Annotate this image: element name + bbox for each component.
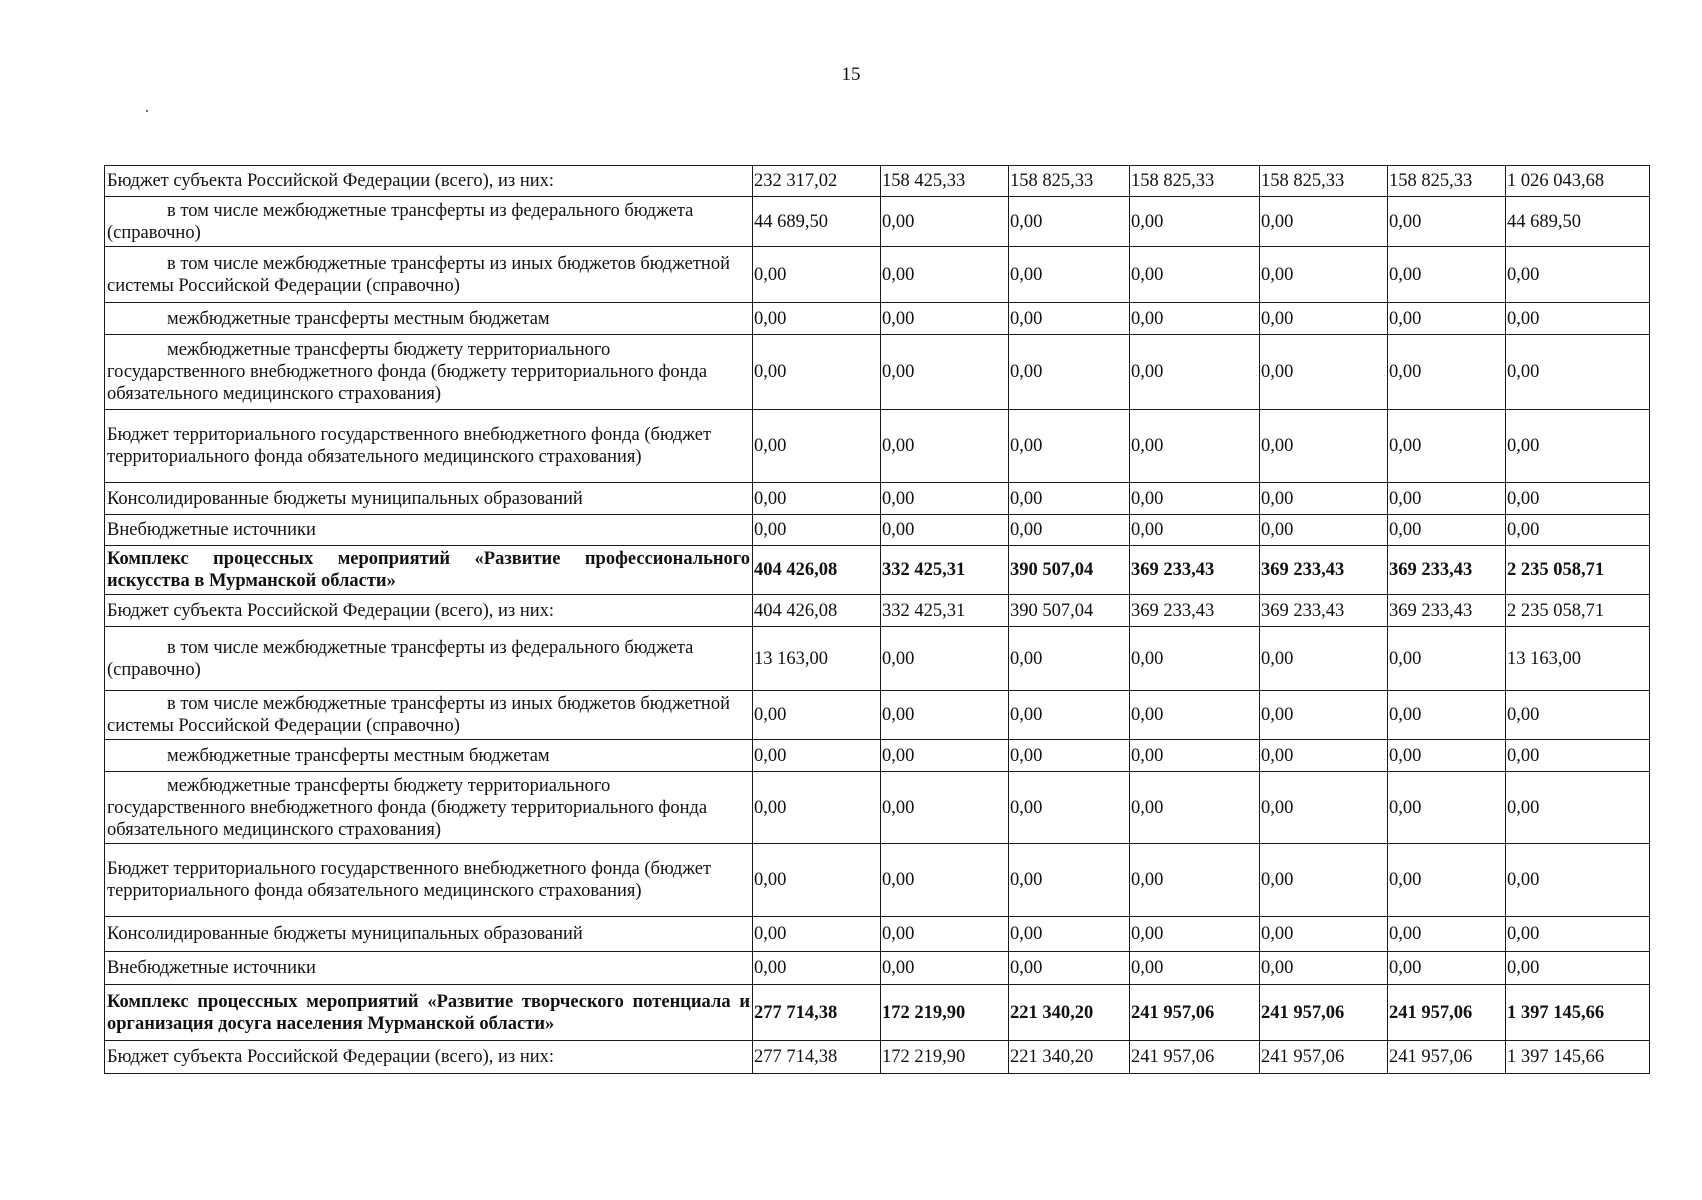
value-cell: 0,00 xyxy=(1009,844,1130,917)
value-cell: 172 219,90 xyxy=(881,985,1009,1041)
value-cell: 0,00 xyxy=(881,335,1009,410)
value-cell: 221 340,20 xyxy=(1009,1041,1130,1074)
value-cell: 158 825,33 xyxy=(1260,166,1388,197)
table-row xyxy=(105,335,1650,410)
value-cell: 0,00 xyxy=(1130,335,1260,410)
value-cell: 0,00 xyxy=(1009,917,1130,952)
row-label-cell xyxy=(105,952,753,985)
value-cell: 0,00 xyxy=(881,772,1009,844)
row-label: Внебюджетные источники xyxy=(107,520,316,540)
value-cell: 369 233,43 xyxy=(1130,546,1260,595)
value-cell: 0,00 xyxy=(1506,410,1650,483)
value-cell: 0,00 xyxy=(1260,247,1388,303)
value-cell: 0,00 xyxy=(1260,303,1388,335)
value-cell: 0,00 xyxy=(1130,952,1260,985)
value-cell: 369 233,43 xyxy=(1260,546,1388,595)
table-row xyxy=(105,772,1650,844)
value-cell: 0,00 xyxy=(1388,515,1506,546)
value-cell: 0,00 xyxy=(1506,247,1650,303)
value-cell: 0,00 xyxy=(1260,515,1388,546)
value-cell: 0,00 xyxy=(1130,772,1260,844)
value-cell: 0,00 xyxy=(1260,197,1388,247)
table-section-row xyxy=(105,985,1650,1041)
value-cell: 0,00 xyxy=(1260,691,1388,740)
row-label: Комплекс процессных мероприятий «Развитие профессионального искусства в Мурманской области» xyxy=(107,549,750,591)
table-row xyxy=(105,844,1650,917)
value-cell: 0,00 xyxy=(881,483,1009,515)
value-cell: 0,00 xyxy=(1009,772,1130,844)
value-cell: 0,00 xyxy=(1009,410,1130,483)
value-cell: 369 233,43 xyxy=(1388,546,1506,595)
value-cell: 0,00 xyxy=(1130,740,1260,772)
budget-table-body xyxy=(105,166,1650,1074)
table-row xyxy=(105,740,1650,772)
value-cell: 1 397 145,66 xyxy=(1506,1041,1650,1074)
value-cell: 0,00 xyxy=(1130,844,1260,917)
row-label-cell xyxy=(105,627,753,691)
value-cell: 0,00 xyxy=(753,247,881,303)
table-row xyxy=(105,691,1650,740)
value-cell: 13 163,00 xyxy=(753,627,881,691)
row-label: межбюджетные трансферты местным бюджетам xyxy=(167,308,550,329)
value-cell: 241 957,06 xyxy=(1388,985,1506,1041)
value-cell: 0,00 xyxy=(1260,952,1388,985)
page-number: 15 xyxy=(841,64,861,85)
value-cell: 241 957,06 xyxy=(1388,1041,1506,1074)
row-label-cell xyxy=(105,483,753,515)
table-row xyxy=(105,247,1650,303)
row-label-cell xyxy=(105,917,753,952)
table-row xyxy=(105,917,1650,952)
value-cell: 0,00 xyxy=(1506,844,1650,917)
value-cell: 0,00 xyxy=(1506,772,1650,844)
row-label: в том числе межбюджетные трансферты из федерального бюджета (справочно) xyxy=(107,200,694,243)
row-label-cell xyxy=(105,515,753,546)
value-cell: 0,00 xyxy=(1506,483,1650,515)
value-cell: 0,00 xyxy=(1388,772,1506,844)
row-label: в том числе межбюджетные трансферты из иных бюджетов бюджетной системы Российской Федерации (справочно) xyxy=(107,253,730,296)
value-cell: 332 425,31 xyxy=(881,595,1009,627)
value-cell: 0,00 xyxy=(1388,410,1506,483)
table-row xyxy=(105,410,1650,483)
value-cell: 390 507,04 xyxy=(1009,595,1130,627)
value-cell: 0,00 xyxy=(1388,303,1506,335)
value-cell: 241 957,06 xyxy=(1260,985,1388,1041)
table-row xyxy=(105,197,1650,247)
value-cell: 0,00 xyxy=(1388,952,1506,985)
value-cell: 390 507,04 xyxy=(1009,546,1130,595)
row-label-cell xyxy=(105,247,753,303)
value-cell: 2 235 058,71 xyxy=(1506,546,1650,595)
row-label-cell xyxy=(105,772,753,844)
value-cell: 0,00 xyxy=(753,303,881,335)
value-cell: 0,00 xyxy=(1260,844,1388,917)
value-cell: 0,00 xyxy=(881,740,1009,772)
value-cell: 0,00 xyxy=(753,772,881,844)
row-label: межбюджетные трансферты бюджету территориального государственного внебюджетного фонда (бюджету территориального фонда обязательного медицинского страхования) xyxy=(107,775,708,840)
table-row xyxy=(105,303,1650,335)
row-label: Бюджет субъекта Российской Федерации (всего), из них: xyxy=(107,600,555,621)
value-cell: 13 163,00 xyxy=(1506,627,1650,691)
row-label: межбюджетные трансферты бюджету территориального государственного внебюджетного фонда (бюджету территориального фонда обязательного медицинского страхования) xyxy=(107,340,708,404)
value-cell: 0,00 xyxy=(1260,335,1388,410)
value-cell: 0,00 xyxy=(1130,247,1260,303)
value-cell: 0,00 xyxy=(1009,740,1130,772)
value-cell: 0,00 xyxy=(1506,952,1650,985)
table-row xyxy=(105,515,1650,546)
value-cell: 0,00 xyxy=(1260,627,1388,691)
value-cell: 0,00 xyxy=(1388,691,1506,740)
value-cell: 0,00 xyxy=(881,952,1009,985)
table-row xyxy=(105,483,1650,515)
row-label-cell xyxy=(105,546,753,595)
value-cell: 44 689,50 xyxy=(753,197,881,247)
value-cell: 0,00 xyxy=(753,335,881,410)
row-label: Бюджет территориального государственного внебюджетного фонда (бюджет территориального фонда обязательного медицинского страхования) xyxy=(107,425,712,467)
value-cell: 0,00 xyxy=(1388,917,1506,952)
value-cell: 0,00 xyxy=(1130,197,1260,247)
value-cell: 277 714,38 xyxy=(753,1041,881,1074)
value-cell: 0,00 xyxy=(1009,303,1130,335)
value-cell: 0,00 xyxy=(1009,247,1130,303)
value-cell: 0,00 xyxy=(881,247,1009,303)
row-label: Комплекс процессных мероприятий «Развитие творческого потенциала и организация досуга населения Мурманской области» xyxy=(107,991,750,1034)
value-cell: 0,00 xyxy=(1388,197,1506,247)
value-cell: 0,00 xyxy=(881,691,1009,740)
value-cell: 0,00 xyxy=(1009,627,1130,691)
value-cell: 44 689,50 xyxy=(1506,197,1650,247)
table-row xyxy=(105,595,1650,627)
row-label: в том числе межбюджетные трансферты из иных бюджетов бюджетной системы Российской Федерации (справочно) xyxy=(107,694,730,736)
value-cell: 0,00 xyxy=(1388,335,1506,410)
value-cell: 0,00 xyxy=(881,515,1009,546)
table-row xyxy=(105,166,1650,197)
value-cell: 232 317,02 xyxy=(753,166,881,197)
value-cell: 0,00 xyxy=(1506,303,1650,335)
scan-speck xyxy=(146,110,148,112)
value-cell: 0,00 xyxy=(1130,410,1260,483)
value-cell: 0,00 xyxy=(1388,844,1506,917)
value-cell: 158 825,33 xyxy=(1009,166,1130,197)
value-cell: 0,00 xyxy=(753,917,881,952)
value-cell: 0,00 xyxy=(1130,303,1260,335)
value-cell: 0,00 xyxy=(1009,197,1130,247)
value-cell: 369 233,43 xyxy=(1260,595,1388,627)
value-cell: 0,00 xyxy=(753,691,881,740)
value-cell: 0,00 xyxy=(1506,740,1650,772)
row-label-cell xyxy=(105,740,753,772)
row-label: межбюджетные трансферты местным бюджетам xyxy=(167,745,550,766)
table-row xyxy=(105,627,1650,691)
value-cell: 0,00 xyxy=(1506,691,1650,740)
value-cell: 241 957,06 xyxy=(1130,985,1260,1041)
value-cell: 0,00 xyxy=(1009,691,1130,740)
row-label-cell xyxy=(105,166,753,197)
row-label: Бюджет территориального государственного внебюджетного фонда (бюджет территориального фонда обязательного медицинского страхования) xyxy=(107,859,712,901)
value-cell: 0,00 xyxy=(753,410,881,483)
value-cell: 241 957,06 xyxy=(1130,1041,1260,1074)
value-cell: 158 425,33 xyxy=(881,166,1009,197)
row-label-cell xyxy=(105,303,753,335)
row-label: Бюджет субъекта Российской Федерации (всего), из них: xyxy=(107,171,555,191)
value-cell: 0,00 xyxy=(753,952,881,985)
value-cell: 0,00 xyxy=(1260,410,1388,483)
value-cell: 0,00 xyxy=(1388,740,1506,772)
value-cell: 0,00 xyxy=(881,844,1009,917)
value-cell: 332 425,31 xyxy=(881,546,1009,595)
value-cell: 0,00 xyxy=(753,483,881,515)
row-label-cell xyxy=(105,844,753,917)
value-cell: 158 825,33 xyxy=(1130,166,1260,197)
value-cell: 0,00 xyxy=(1260,740,1388,772)
row-label: Консолидированные бюджеты муниципальных образований xyxy=(107,924,583,944)
row-label-cell xyxy=(105,1041,753,1074)
row-label: в том числе межбюджетные трансферты из федерального бюджета (справочно) xyxy=(107,637,694,680)
value-cell: 0,00 xyxy=(1130,917,1260,952)
value-cell: 404 426,08 xyxy=(753,546,881,595)
value-cell: 0,00 xyxy=(881,197,1009,247)
value-cell: 0,00 xyxy=(1260,772,1388,844)
value-cell: 0,00 xyxy=(1009,483,1130,515)
value-cell: 0,00 xyxy=(1388,483,1506,515)
table-row xyxy=(105,1041,1650,1074)
value-cell: 0,00 xyxy=(1260,483,1388,515)
row-label: Консолидированные бюджеты муниципальных образований xyxy=(107,488,583,509)
value-cell: 0,00 xyxy=(1506,335,1650,410)
value-cell: 0,00 xyxy=(1130,691,1260,740)
value-cell: 241 957,06 xyxy=(1260,1041,1388,1074)
table-section-row xyxy=(105,546,1650,595)
value-cell: 0,00 xyxy=(881,410,1009,483)
value-cell: 0,00 xyxy=(1130,627,1260,691)
value-cell: 277 714,38 xyxy=(753,985,881,1041)
value-cell: 1 026 043,68 xyxy=(1506,166,1650,197)
value-cell: 0,00 xyxy=(753,740,881,772)
value-cell: 1 397 145,66 xyxy=(1506,985,1650,1041)
value-cell: 404 426,08 xyxy=(753,595,881,627)
row-label-cell xyxy=(105,691,753,740)
value-cell: 0,00 xyxy=(881,917,1009,952)
row-label: Внебюджетные источники xyxy=(107,958,316,978)
value-cell: 0,00 xyxy=(1130,483,1260,515)
row-label-cell xyxy=(105,410,753,483)
value-cell: 369 233,43 xyxy=(1388,595,1506,627)
value-cell: 172 219,90 xyxy=(881,1041,1009,1074)
value-cell: 0,00 xyxy=(1009,952,1130,985)
row-label-cell xyxy=(105,335,753,410)
value-cell: 0,00 xyxy=(1009,515,1130,546)
row-label: Бюджет субъекта Российской Федерации (всего), из них: xyxy=(107,1047,555,1067)
value-cell: 0,00 xyxy=(1388,627,1506,691)
value-cell: 0,00 xyxy=(1388,247,1506,303)
value-cell: 158 825,33 xyxy=(1388,166,1506,197)
budget-table xyxy=(104,165,1650,1074)
value-cell: 0,00 xyxy=(753,844,881,917)
value-cell: 0,00 xyxy=(881,627,1009,691)
value-cell: 0,00 xyxy=(881,303,1009,335)
table-row xyxy=(105,952,1650,985)
row-label-cell xyxy=(105,595,753,627)
value-cell: 0,00 xyxy=(1506,917,1650,952)
row-label-cell xyxy=(105,985,753,1041)
value-cell: 0,00 xyxy=(1260,917,1388,952)
value-cell: 221 340,20 xyxy=(1009,985,1130,1041)
value-cell: 0,00 xyxy=(753,515,881,546)
value-cell: 369 233,43 xyxy=(1130,595,1260,627)
value-cell: 2 235 058,71 xyxy=(1506,595,1650,627)
value-cell: 0,00 xyxy=(1009,335,1130,410)
row-label-cell xyxy=(105,197,753,247)
value-cell: 0,00 xyxy=(1130,515,1260,546)
value-cell: 0,00 xyxy=(1506,515,1650,546)
